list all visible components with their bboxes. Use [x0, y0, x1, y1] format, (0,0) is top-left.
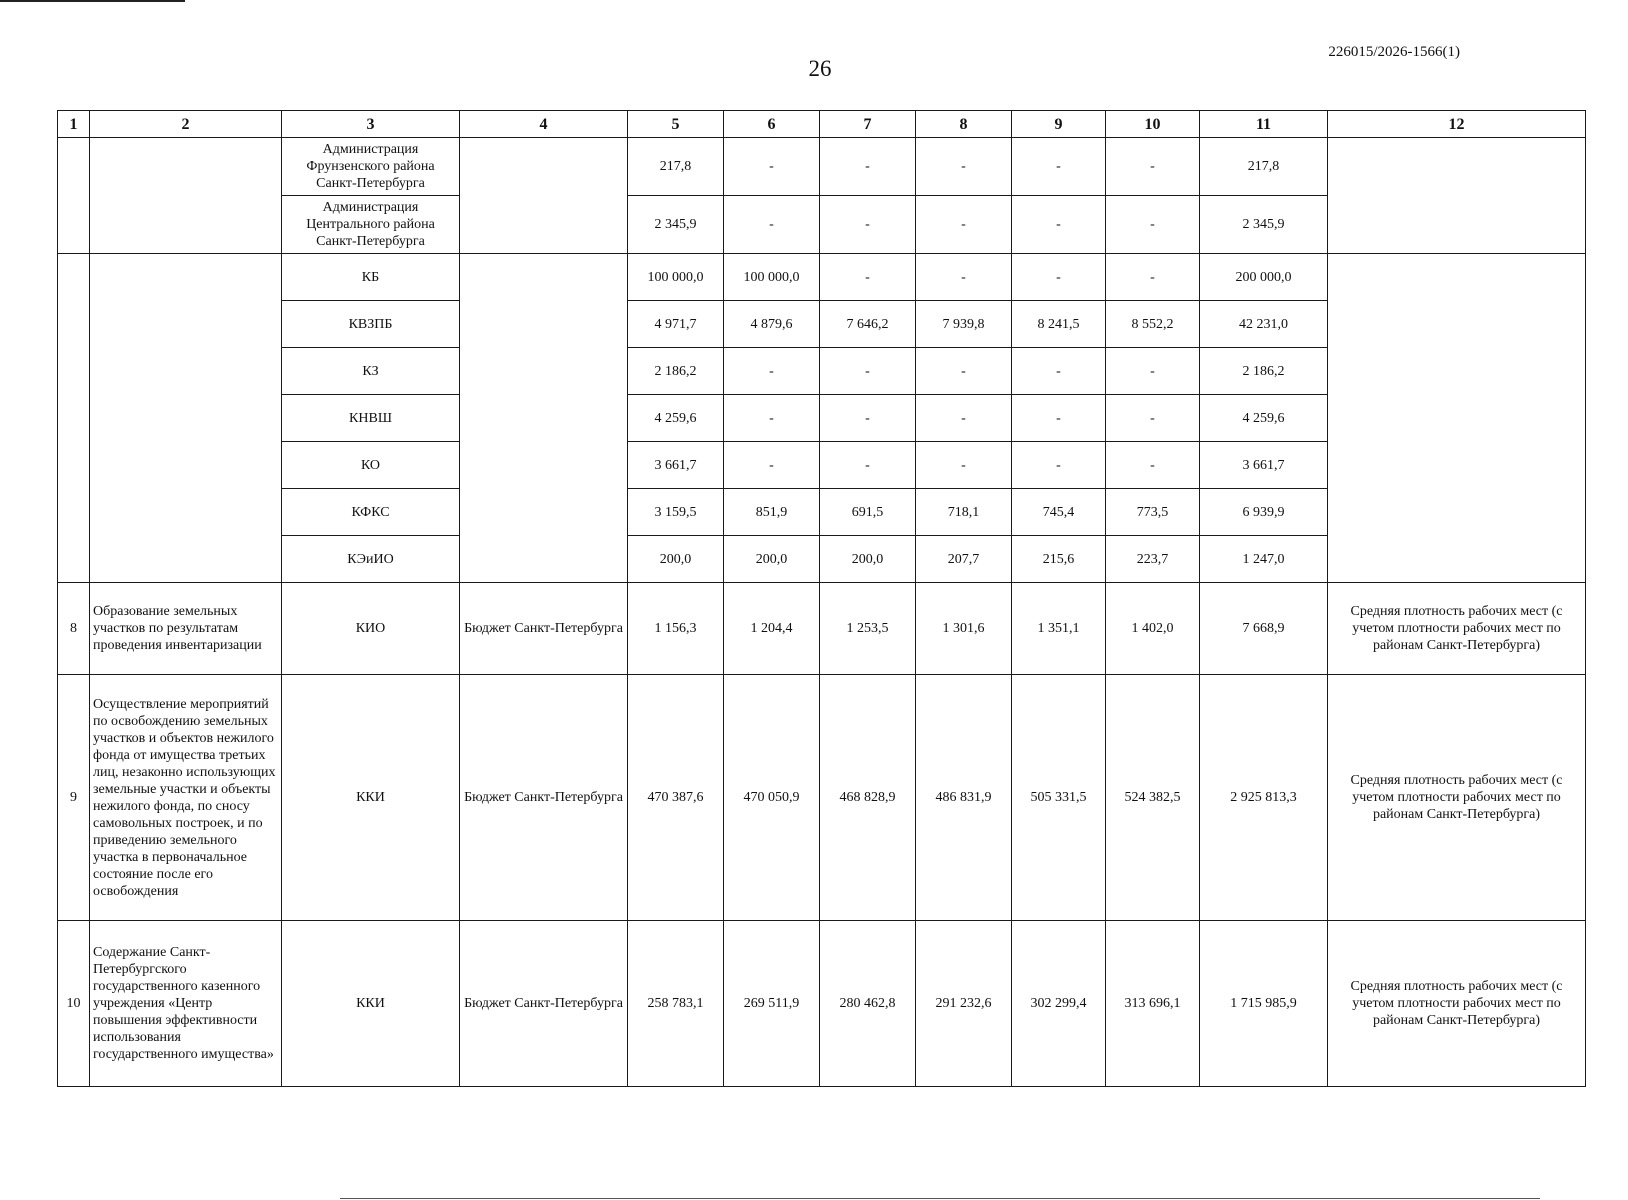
- indicator-cell: Средняя плотность рабочих мест (с учетом плотности рабочих мест по районам Санкт-Петербурга): [1328, 675, 1586, 921]
- funding-source-cell: Бюджет Санкт-Петербурга: [460, 675, 628, 921]
- table-row: [58, 921, 1586, 1087]
- header-cell: 9: [1012, 111, 1106, 138]
- executor-cell: Администрация Фрунзенского района Санкт-Петербурга: [282, 138, 460, 196]
- value-cell: 1 156,3: [628, 583, 724, 675]
- total-cell: 217,8: [1200, 138, 1328, 196]
- value-cell: -: [820, 196, 916, 254]
- value-cell: 773,5: [1106, 489, 1200, 536]
- value-cell: 223,7: [1106, 536, 1200, 583]
- value-cell: 100 000,0: [628, 254, 724, 301]
- value-cell: 8 241,5: [1012, 301, 1106, 348]
- activity-name-cell: [90, 138, 282, 254]
- indicator-cell: [1328, 254, 1586, 583]
- page-number: 26: [808, 56, 832, 81]
- total-cell: 1 715 985,9: [1200, 921, 1328, 1087]
- value-cell: 302 299,4: [1012, 921, 1106, 1087]
- value-cell: 524 382,5: [1106, 675, 1200, 921]
- header-cell: 4: [460, 111, 628, 138]
- value-cell: 217,8: [628, 138, 724, 196]
- value-cell: 505 331,5: [1012, 675, 1106, 921]
- value-cell: 1 402,0: [1106, 583, 1200, 675]
- value-cell: 3 159,5: [628, 489, 724, 536]
- header-cell: 2: [90, 111, 282, 138]
- header-cell: 3: [282, 111, 460, 138]
- executor-cell: КЭиИО: [282, 536, 460, 583]
- header-cell: 11: [1200, 111, 1328, 138]
- value-cell: -: [916, 395, 1012, 442]
- value-cell: 470 387,6: [628, 675, 724, 921]
- scan-bottom-line: [340, 1198, 1540, 1199]
- executor-cell: КНВШ: [282, 395, 460, 442]
- executor-cell: КИО: [282, 583, 460, 675]
- value-cell: 851,9: [724, 489, 820, 536]
- value-cell: 470 050,9: [724, 675, 820, 921]
- row-number-cell: 10: [58, 921, 90, 1087]
- value-cell: 215,6: [1012, 536, 1106, 583]
- executor-cell: КБ: [282, 254, 460, 301]
- total-cell: 2 186,2: [1200, 348, 1328, 395]
- header-cell: 8: [916, 111, 1012, 138]
- value-cell: -: [1012, 395, 1106, 442]
- value-cell: 258 783,1: [628, 921, 724, 1087]
- activity-name-cell: Содержание Санкт-Петербургского государственного казенного учреждения «Центр повышения эффективности использования государственного имущества»: [90, 921, 282, 1087]
- table-row: [58, 675, 1586, 921]
- funding-source-cell: Бюджет Санкт-Петербурга: [460, 583, 628, 675]
- header-cell: 6: [724, 111, 820, 138]
- value-cell: 269 511,9: [724, 921, 820, 1087]
- value-cell: -: [820, 442, 916, 489]
- header-cell: 10: [1106, 111, 1200, 138]
- value-cell: -: [1106, 138, 1200, 196]
- total-cell: 3 661,7: [1200, 442, 1328, 489]
- funding-source-cell: [460, 138, 628, 254]
- value-cell: 3 661,7: [628, 442, 724, 489]
- executor-cell: ККИ: [282, 675, 460, 921]
- value-cell: -: [724, 196, 820, 254]
- value-cell: -: [1106, 254, 1200, 301]
- value-cell: 291 232,6: [916, 921, 1012, 1087]
- value-cell: -: [724, 138, 820, 196]
- value-cell: 1 253,5: [820, 583, 916, 675]
- indicator-cell: [1328, 138, 1586, 254]
- value-cell: -: [820, 254, 916, 301]
- value-cell: -: [820, 395, 916, 442]
- value-cell: 200,0: [820, 536, 916, 583]
- value-cell: 1 204,4: [724, 583, 820, 675]
- value-cell: -: [820, 138, 916, 196]
- row-number-cell: [58, 138, 90, 254]
- total-cell: 6 939,9: [1200, 489, 1328, 536]
- total-cell: 2 925 813,3: [1200, 675, 1328, 921]
- header-row: [58, 111, 1586, 138]
- indicator-cell: Средняя плотность рабочих мест (с учетом плотности рабочих мест по районам Санкт-Петербурга): [1328, 921, 1586, 1087]
- row-number-cell: 9: [58, 675, 90, 921]
- table-row: [58, 138, 1586, 196]
- value-cell: -: [1106, 442, 1200, 489]
- value-cell: 7 646,2: [820, 301, 916, 348]
- value-cell: -: [1012, 196, 1106, 254]
- value-cell: 468 828,9: [820, 675, 916, 921]
- value-cell: -: [916, 196, 1012, 254]
- executor-cell: КФКС: [282, 489, 460, 536]
- scan-edge-line: [0, 0, 185, 2]
- funding-source-cell: [460, 254, 628, 583]
- executor-cell: Администрация Центрального района Санкт-Петербурга: [282, 196, 460, 254]
- total-cell: 4 259,6: [1200, 395, 1328, 442]
- document-code: 226015/2026-1566(1): [1328, 44, 1460, 60]
- funding-source-cell: Бюджет Санкт-Петербурга: [460, 921, 628, 1087]
- indicator-cell: Средняя плотность рабочих мест (с учетом плотности рабочих мест по районам Санкт-Петербурга): [1328, 583, 1586, 675]
- value-cell: -: [1012, 254, 1106, 301]
- value-cell: -: [1106, 196, 1200, 254]
- table-row: [58, 254, 1586, 301]
- value-cell: 745,4: [1012, 489, 1106, 536]
- value-cell: -: [724, 442, 820, 489]
- header-cell: 12: [1328, 111, 1586, 138]
- total-cell: 42 231,0: [1200, 301, 1328, 348]
- executor-cell: КЗ: [282, 348, 460, 395]
- value-cell: -: [724, 348, 820, 395]
- value-cell: 691,5: [820, 489, 916, 536]
- value-cell: -: [916, 254, 1012, 301]
- value-cell: 313 696,1: [1106, 921, 1200, 1087]
- activity-name-cell: Осуществление мероприятий по освобождению земельных участков и объектов нежилого фонда от имущества третьих лиц, незаконно использующих земельные участки и объекты нежилого фонда, по сносу самовольных построек, и по приведению земельного участка в первоначальное состояние после его освобождения: [90, 675, 282, 921]
- table-row: [58, 583, 1586, 675]
- value-cell: -: [820, 348, 916, 395]
- value-cell: -: [1012, 442, 1106, 489]
- header-cell: 5: [628, 111, 724, 138]
- activity-name-cell: [90, 254, 282, 583]
- value-cell: 100 000,0: [724, 254, 820, 301]
- activity-name-cell: Образование земельных участков по результатам проведения инвентаризации: [90, 583, 282, 675]
- value-cell: 7 939,8: [916, 301, 1012, 348]
- value-cell: -: [1012, 138, 1106, 196]
- total-cell: 1 247,0: [1200, 536, 1328, 583]
- value-cell: 200,0: [628, 536, 724, 583]
- value-cell: 2 186,2: [628, 348, 724, 395]
- value-cell: 486 831,9: [916, 675, 1012, 921]
- value-cell: 4 259,6: [628, 395, 724, 442]
- total-cell: 2 345,9: [1200, 196, 1328, 254]
- value-cell: 207,7: [916, 536, 1012, 583]
- value-cell: -: [916, 138, 1012, 196]
- value-cell: 4 879,6: [724, 301, 820, 348]
- value-cell: -: [1012, 348, 1106, 395]
- value-cell: 8 552,2: [1106, 301, 1200, 348]
- budget-table: [57, 110, 1586, 1087]
- value-cell: 280 462,8: [820, 921, 916, 1087]
- value-cell: -: [916, 442, 1012, 489]
- value-cell: -: [916, 348, 1012, 395]
- row-number-cell: [58, 254, 90, 583]
- value-cell: 4 971,7: [628, 301, 724, 348]
- row-number-cell: 8: [58, 583, 90, 675]
- value-cell: 200,0: [724, 536, 820, 583]
- value-cell: 718,1: [916, 489, 1012, 536]
- value-cell: -: [724, 395, 820, 442]
- executor-cell: ККИ: [282, 921, 460, 1087]
- total-cell: 200 000,0: [1200, 254, 1328, 301]
- executor-cell: КО: [282, 442, 460, 489]
- value-cell: 2 345,9: [628, 196, 724, 254]
- value-cell: -: [1106, 395, 1200, 442]
- header-cell: 1: [58, 111, 90, 138]
- value-cell: 1 351,1: [1012, 583, 1106, 675]
- total-cell: 7 668,9: [1200, 583, 1328, 675]
- executor-cell: КВЗПБ: [282, 301, 460, 348]
- value-cell: -: [1106, 348, 1200, 395]
- header-cell: 7: [820, 111, 916, 138]
- value-cell: 1 301,6: [916, 583, 1012, 675]
